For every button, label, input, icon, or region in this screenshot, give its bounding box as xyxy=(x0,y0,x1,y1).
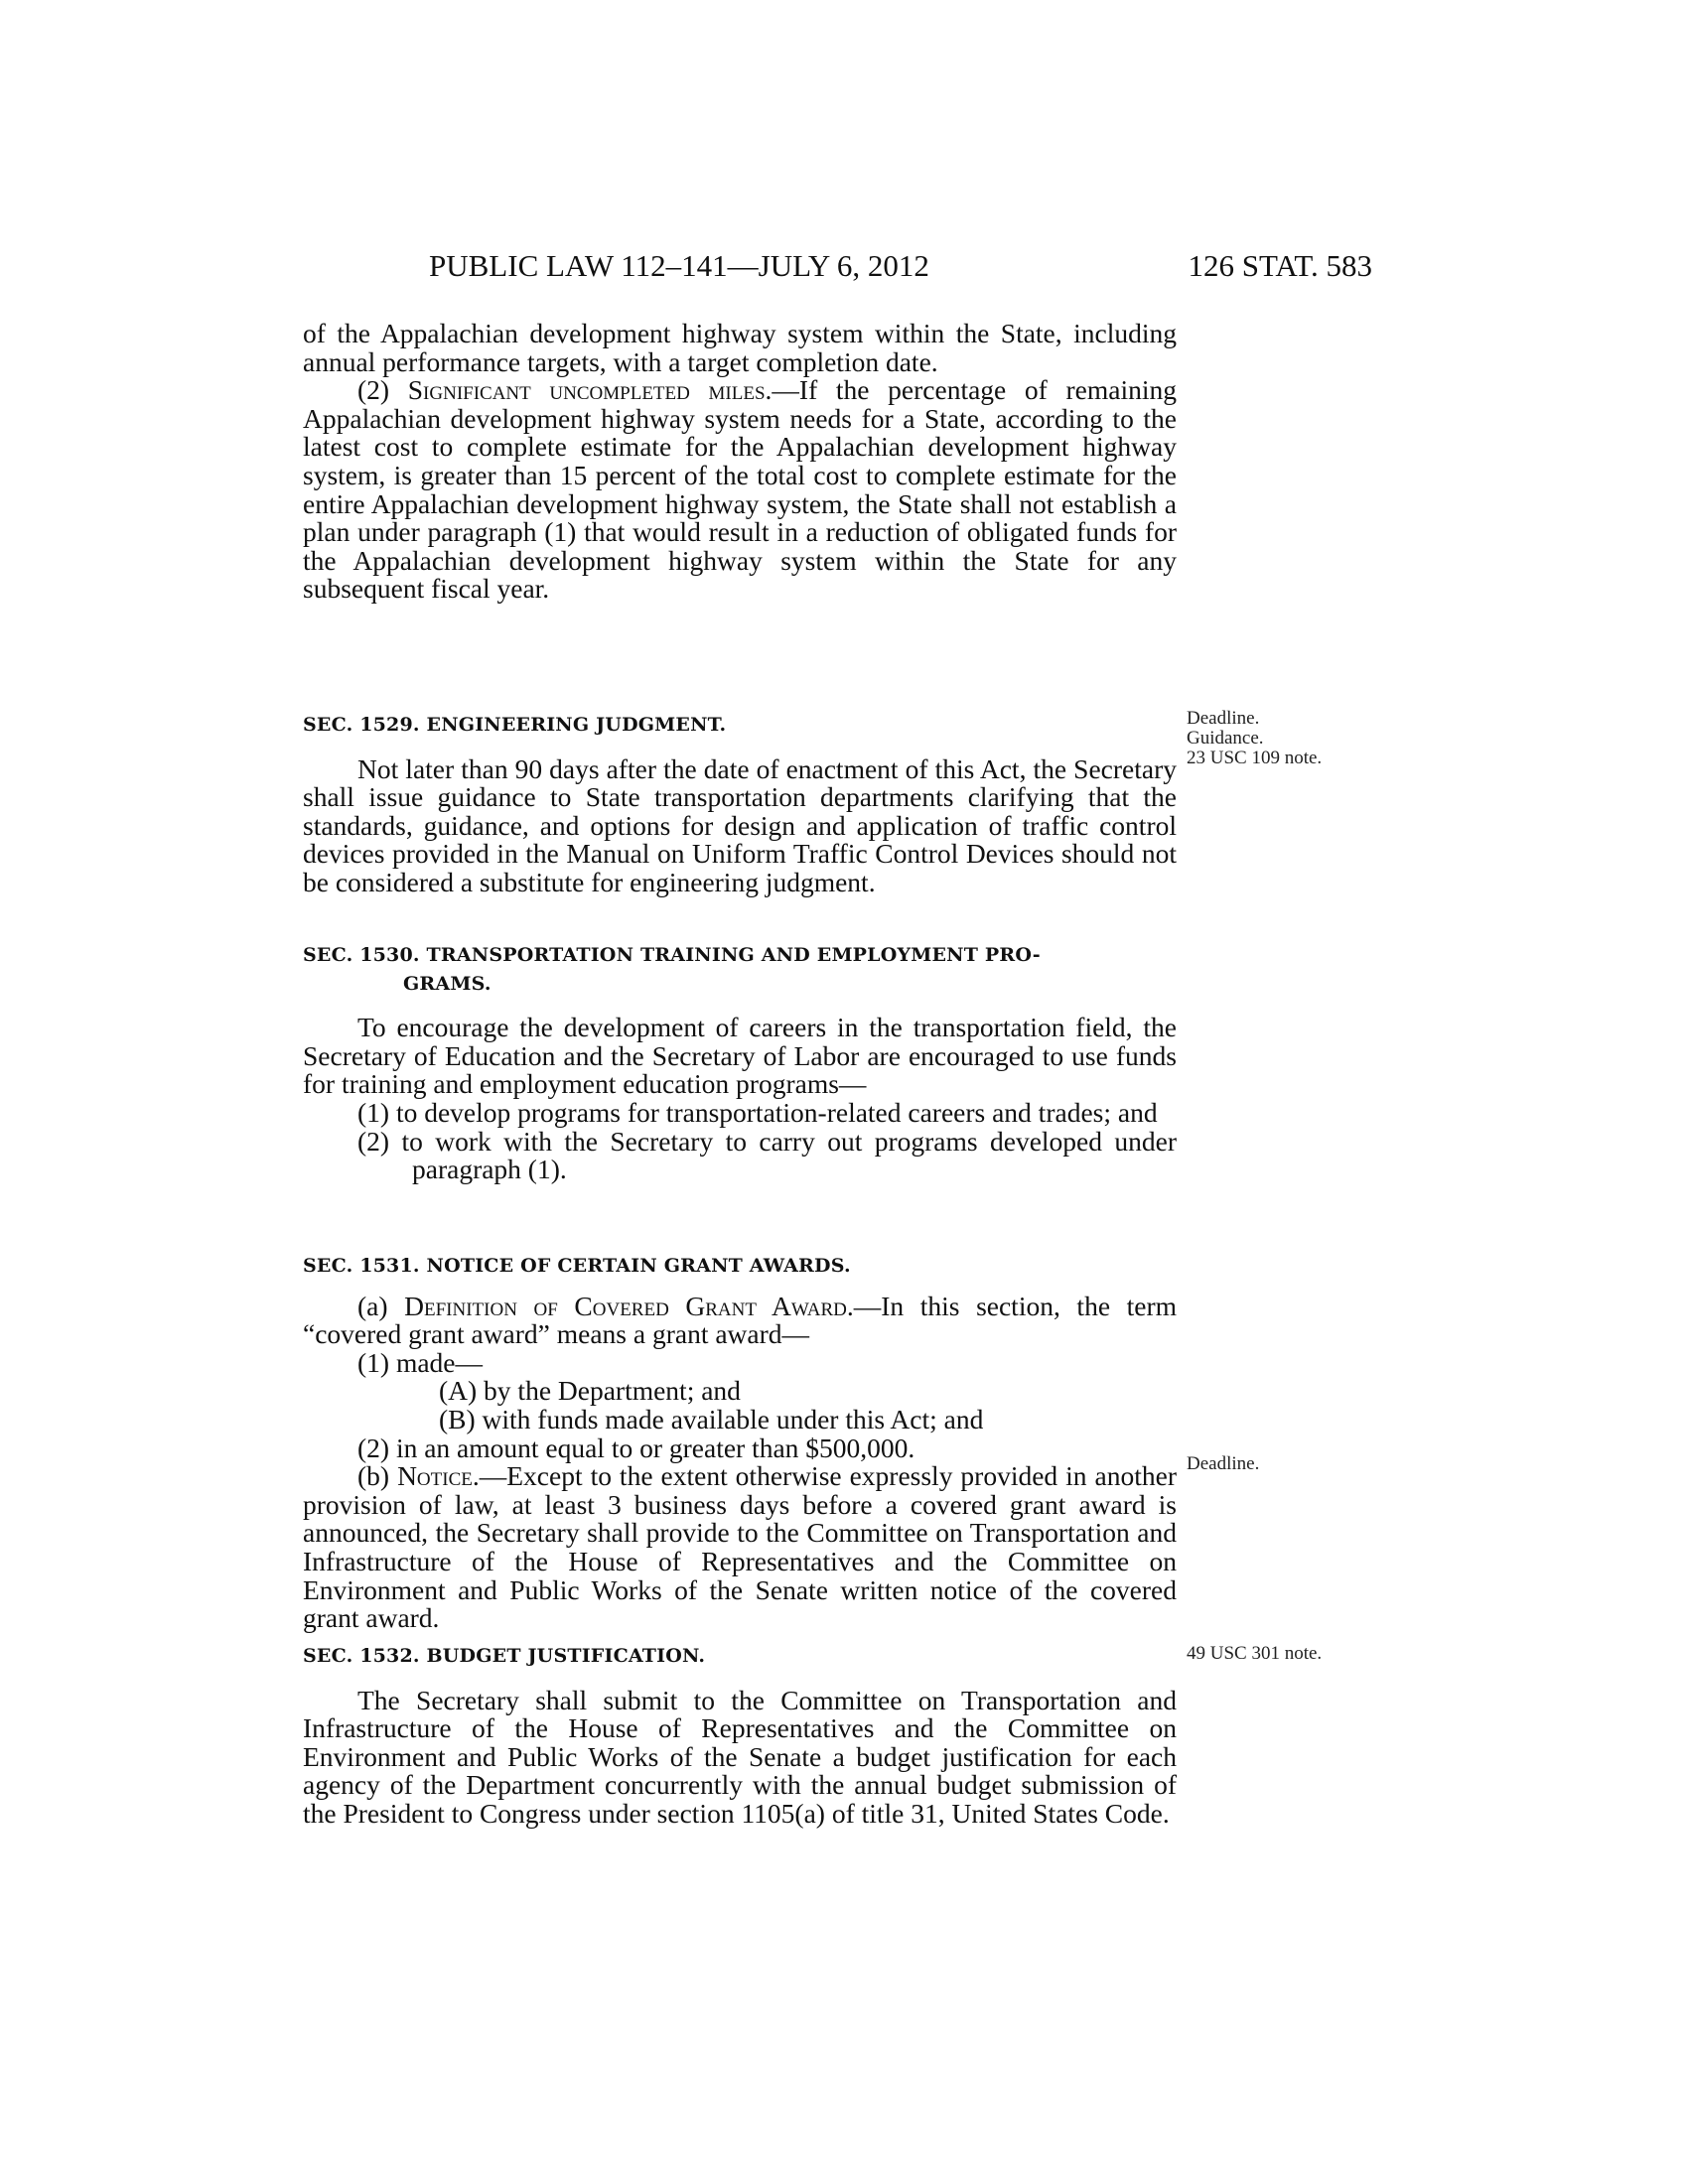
subsection-a-item-A: (A) by the Department; and xyxy=(439,1375,741,1407)
section-1532 xyxy=(303,1642,1177,1829)
section-1530 xyxy=(303,941,1177,1184)
note-deadline: Deadline. xyxy=(1187,708,1260,729)
note-usc-citation: 23 USC 109 note. xyxy=(1187,748,1323,768)
subsection-a-item-2: (2) in an amount equal to or greater than $500,000. xyxy=(357,1432,915,1463)
section-1531-heading: SEC. 1531. NOTICE OF CERTAIN GRANT AWARDS. xyxy=(303,1255,851,1277)
section-1532-text: The Secretary shall submit to the Committee on Transportation and Infrastructure of the House of Representatives and the Committee on Environment and Public Works of the Senate a budget justification for each agency of the Department concurrently with the annual budget submission of the President to Congress under section 1105(a) of title 31, United States Code. xyxy=(303,1684,1177,1829)
section-1530-heading-line1: SEC. 1530. TRANSPORTATION TRAINING AND EMPLOYMENT PRO- xyxy=(303,944,1041,966)
page-citation: 126 STAT. 583 xyxy=(1188,248,1372,283)
subsection-b-heading: Notice. xyxy=(397,1460,480,1492)
section-1530-heading xyxy=(303,941,1177,998)
margin-note-1532 xyxy=(1187,1644,1322,1664)
section-1529-heading: SEC. 1529. ENGINEERING JUDGMENT. xyxy=(303,714,727,736)
paragraph-2-text: —If the percentage of remaining Appalachian development highway system needs for a State, according to the latest cost to complete estimate for the Appalachian development highway system, is greater than 15 percent of the total cost to complete estimate for the entire Appalachian development highway system, the State shall not establish a plan under paragraph (1) that would result in a reduction of obligated funds for the Appalachian development highway system within the State for any subsequent fiscal year. xyxy=(303,374,1177,605)
paragraph-2-number: (2) xyxy=(357,374,390,406)
running-title: PUBLIC LAW 112–141—JULY 6, 2012 xyxy=(429,248,929,283)
margin-note-1531 xyxy=(1187,1454,1259,1474)
subsection-a-number: (a) xyxy=(357,1290,388,1321)
section-1530-heading-line2: GRAMS. xyxy=(403,972,492,995)
subsection-a-text: —In this section, the term “covered grant award” means a grant award— xyxy=(303,1290,1178,1350)
section-1530-item-1: (1) to develop programs for transportation-related careers and trades; and xyxy=(357,1096,1158,1128)
note-guidance: Guidance. xyxy=(1187,728,1264,749)
subsection-a-heading: Definition of Covered Grant Award. xyxy=(404,1290,854,1321)
section-1529-text: Not later than 90 days after the date of enactment of this Act, the Secretary shall issue guidance to State transportation departments clarifying that the standards, guidance, and options for design and application of traffic control devices provided in the Manual on Uniform Traffic Control Devices should not be considered a substitute for engineering judgment. xyxy=(303,752,1177,897)
subsection-b xyxy=(303,1462,1177,1633)
section-1530-text: To encourage the development of careers in the transportation field, the Secretary of Education and the Secretary of Labor are encouraged to use funds for training and employment education programs— xyxy=(303,1012,1177,1100)
section-1529 xyxy=(303,711,1177,897)
subsection-a-item-B: (B) with funds made available under this Act; and xyxy=(439,1403,984,1434)
continued-text: of the Appalachian development highway system within the State, including annual performance targets, with a target completion date. xyxy=(303,318,1177,377)
paragraph-2 xyxy=(303,376,1177,604)
subsection-b-number: (b) xyxy=(357,1460,390,1492)
subsection-a-item-1: (1) made— xyxy=(357,1346,483,1378)
page-header xyxy=(0,248,1688,288)
paragraph-2-heading: Significant uncompleted miles. xyxy=(407,374,773,406)
section-1530-item-2: (2) to work with the Secretary to carry out programs developed under paragraph (1). xyxy=(357,1125,1177,1185)
section-1532-heading: SEC. 1532. BUDGET JUSTIFICATION. xyxy=(303,1645,706,1667)
subsection-b-text: —Except to the extent otherwise expressly provided in another provision of law, at least 3 business days before a covered grant award is announced, the Secretary shall provide to the Committee on Transportation and Infrastructure of the House of Representatives and the Committee on Environment and Public Works of the Senate written notice of the covered grant award. xyxy=(303,1460,1177,1634)
subsection-a xyxy=(303,1290,1178,1350)
section-1531 xyxy=(303,1252,1177,1633)
note-usc-citation-1532: 49 USC 301 note. xyxy=(1187,1643,1323,1664)
continued-paragraph-block xyxy=(303,320,1177,604)
margin-note-1529 xyxy=(1187,709,1322,768)
note-deadline-b: Deadline. xyxy=(1187,1453,1260,1474)
